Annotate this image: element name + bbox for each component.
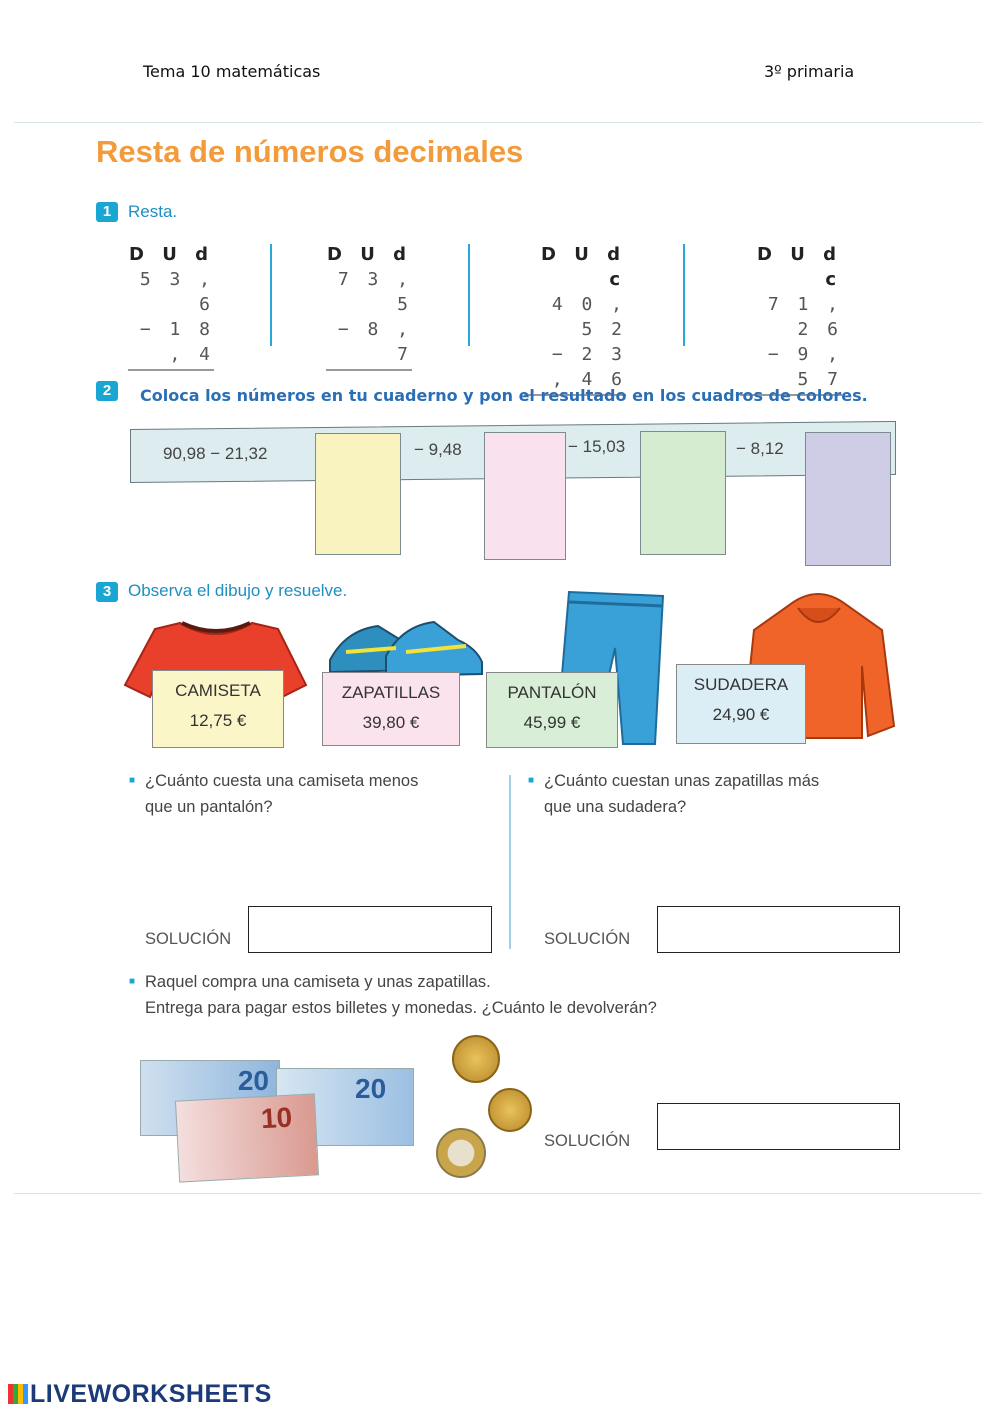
result-line	[326, 369, 412, 371]
answer-box-pink[interactable]	[484, 432, 566, 560]
logo-text: LIVEWORKSHEETS	[30, 1380, 272, 1408]
question-line: Raquel compra una camiseta y unas zapatillas.	[145, 973, 491, 991]
section-1-label: Resta.	[128, 202, 178, 221]
place-value-header: D U d c	[541, 244, 626, 290]
minuend: 4 0 , 5 2	[551, 294, 626, 340]
banknote-value: 10	[260, 1101, 293, 1135]
item-price: 12,75 €	[189, 711, 247, 730]
minuend: 7 1 , 2 6	[767, 294, 842, 340]
top-divider	[14, 122, 982, 123]
question-2	[528, 768, 820, 820]
solution-input-3[interactable]	[657, 1103, 900, 1150]
column-divider	[270, 244, 272, 346]
coin-icon	[452, 1035, 500, 1083]
section-2-label: Coloca los números en tu cuaderno y pon el resultado en los cuadros de colores.	[140, 386, 868, 405]
place-value-header: D U d c	[757, 244, 842, 290]
solution-label-1: SOLUCIÓN	[145, 930, 232, 948]
price-tag-sudadera	[676, 664, 806, 744]
subtraction-4	[740, 242, 842, 396]
item-price: 39,80 €	[362, 713, 420, 732]
page-title: Resta de números decimales	[96, 134, 524, 169]
item-name: ZAPATILLAS	[341, 683, 441, 702]
subtraction-1	[128, 242, 214, 371]
subtrahend: − 8 , 7	[337, 319, 412, 365]
item-name: CAMISETA	[175, 681, 261, 700]
solution-label-2: SOLUCIÓN	[544, 930, 631, 948]
liveworksheets-logo	[8, 1380, 272, 1409]
question-1	[129, 768, 419, 820]
bullet-icon: ■	[129, 976, 136, 987]
section-3-number: 3	[96, 582, 118, 602]
chain-step-1: − 9,48	[414, 440, 462, 459]
answer-box-purple[interactable]	[805, 432, 891, 566]
question-line: ¿Cuánto cuesta una camiseta menos	[145, 772, 419, 790]
banknote-value: 20	[237, 1065, 269, 1096]
column-divider	[468, 244, 470, 346]
question-line: ¿Cuánto cuestan unas zapatillas más	[544, 772, 820, 790]
answer-box-green[interactable]	[640, 431, 726, 555]
question-3	[129, 969, 657, 1021]
price-tag-zapatillas	[322, 672, 460, 746]
chain-step-2: − 15,03	[568, 437, 626, 456]
column-divider	[683, 244, 685, 346]
logo-mark-icon	[8, 1384, 28, 1404]
minuend: 5 3 , 6	[139, 269, 214, 315]
minuend: 7 3 , 5	[337, 269, 412, 315]
price-tag-camiseta	[152, 670, 284, 748]
question-line: que una sudadera?	[544, 798, 687, 816]
subtrahend: − 9 , 5 7	[767, 344, 842, 390]
solution-label-3: SOLUCIÓN	[544, 1132, 631, 1150]
header-grade: 3º primaria	[764, 62, 855, 81]
item-name: PANTALÓN	[507, 683, 597, 702]
column-divider	[509, 775, 511, 949]
question-line: que un pantalón?	[145, 798, 273, 816]
subtraction-3	[524, 242, 626, 396]
result-line	[128, 369, 214, 371]
bottom-divider	[14, 1193, 982, 1194]
subtrahend: − 2 3 , 4 6	[551, 344, 626, 390]
price-tag-pantalon	[486, 672, 618, 748]
place-value-header: D U d	[327, 244, 412, 265]
chain-step-3: − 8,12	[736, 439, 784, 458]
chain-start: 90,98 − 21,32	[163, 444, 268, 463]
section-2-number: 2	[96, 381, 118, 401]
item-price: 24,90 €	[712, 705, 770, 724]
place-value-header: D U d	[129, 244, 214, 265]
solution-input-2[interactable]	[657, 906, 900, 953]
solution-input-1[interactable]	[248, 906, 492, 953]
banknote-value: 20	[355, 1073, 387, 1104]
answer-box-yellow[interactable]	[315, 433, 401, 555]
question-line: Entrega para pagar estos billetes y monedas. ¿Cuánto le devolverán?	[145, 999, 657, 1017]
subtrahend: − 1 8 , 4	[139, 319, 214, 365]
section-1-number: 1	[96, 202, 118, 222]
banknote-10-icon	[175, 1093, 319, 1182]
bullet-icon: ■	[129, 775, 136, 786]
bullet-icon: ■	[528, 775, 535, 786]
item-name: SUDADERA	[693, 675, 789, 694]
header-topic: Tema 10 matemáticas	[143, 62, 321, 81]
subtraction-2	[326, 242, 412, 371]
coin-icon	[436, 1128, 486, 1178]
section-3-label: Observa el dibujo y resuelve.	[128, 581, 348, 600]
coin-icon	[488, 1088, 532, 1132]
item-price: 45,99 €	[523, 713, 581, 732]
